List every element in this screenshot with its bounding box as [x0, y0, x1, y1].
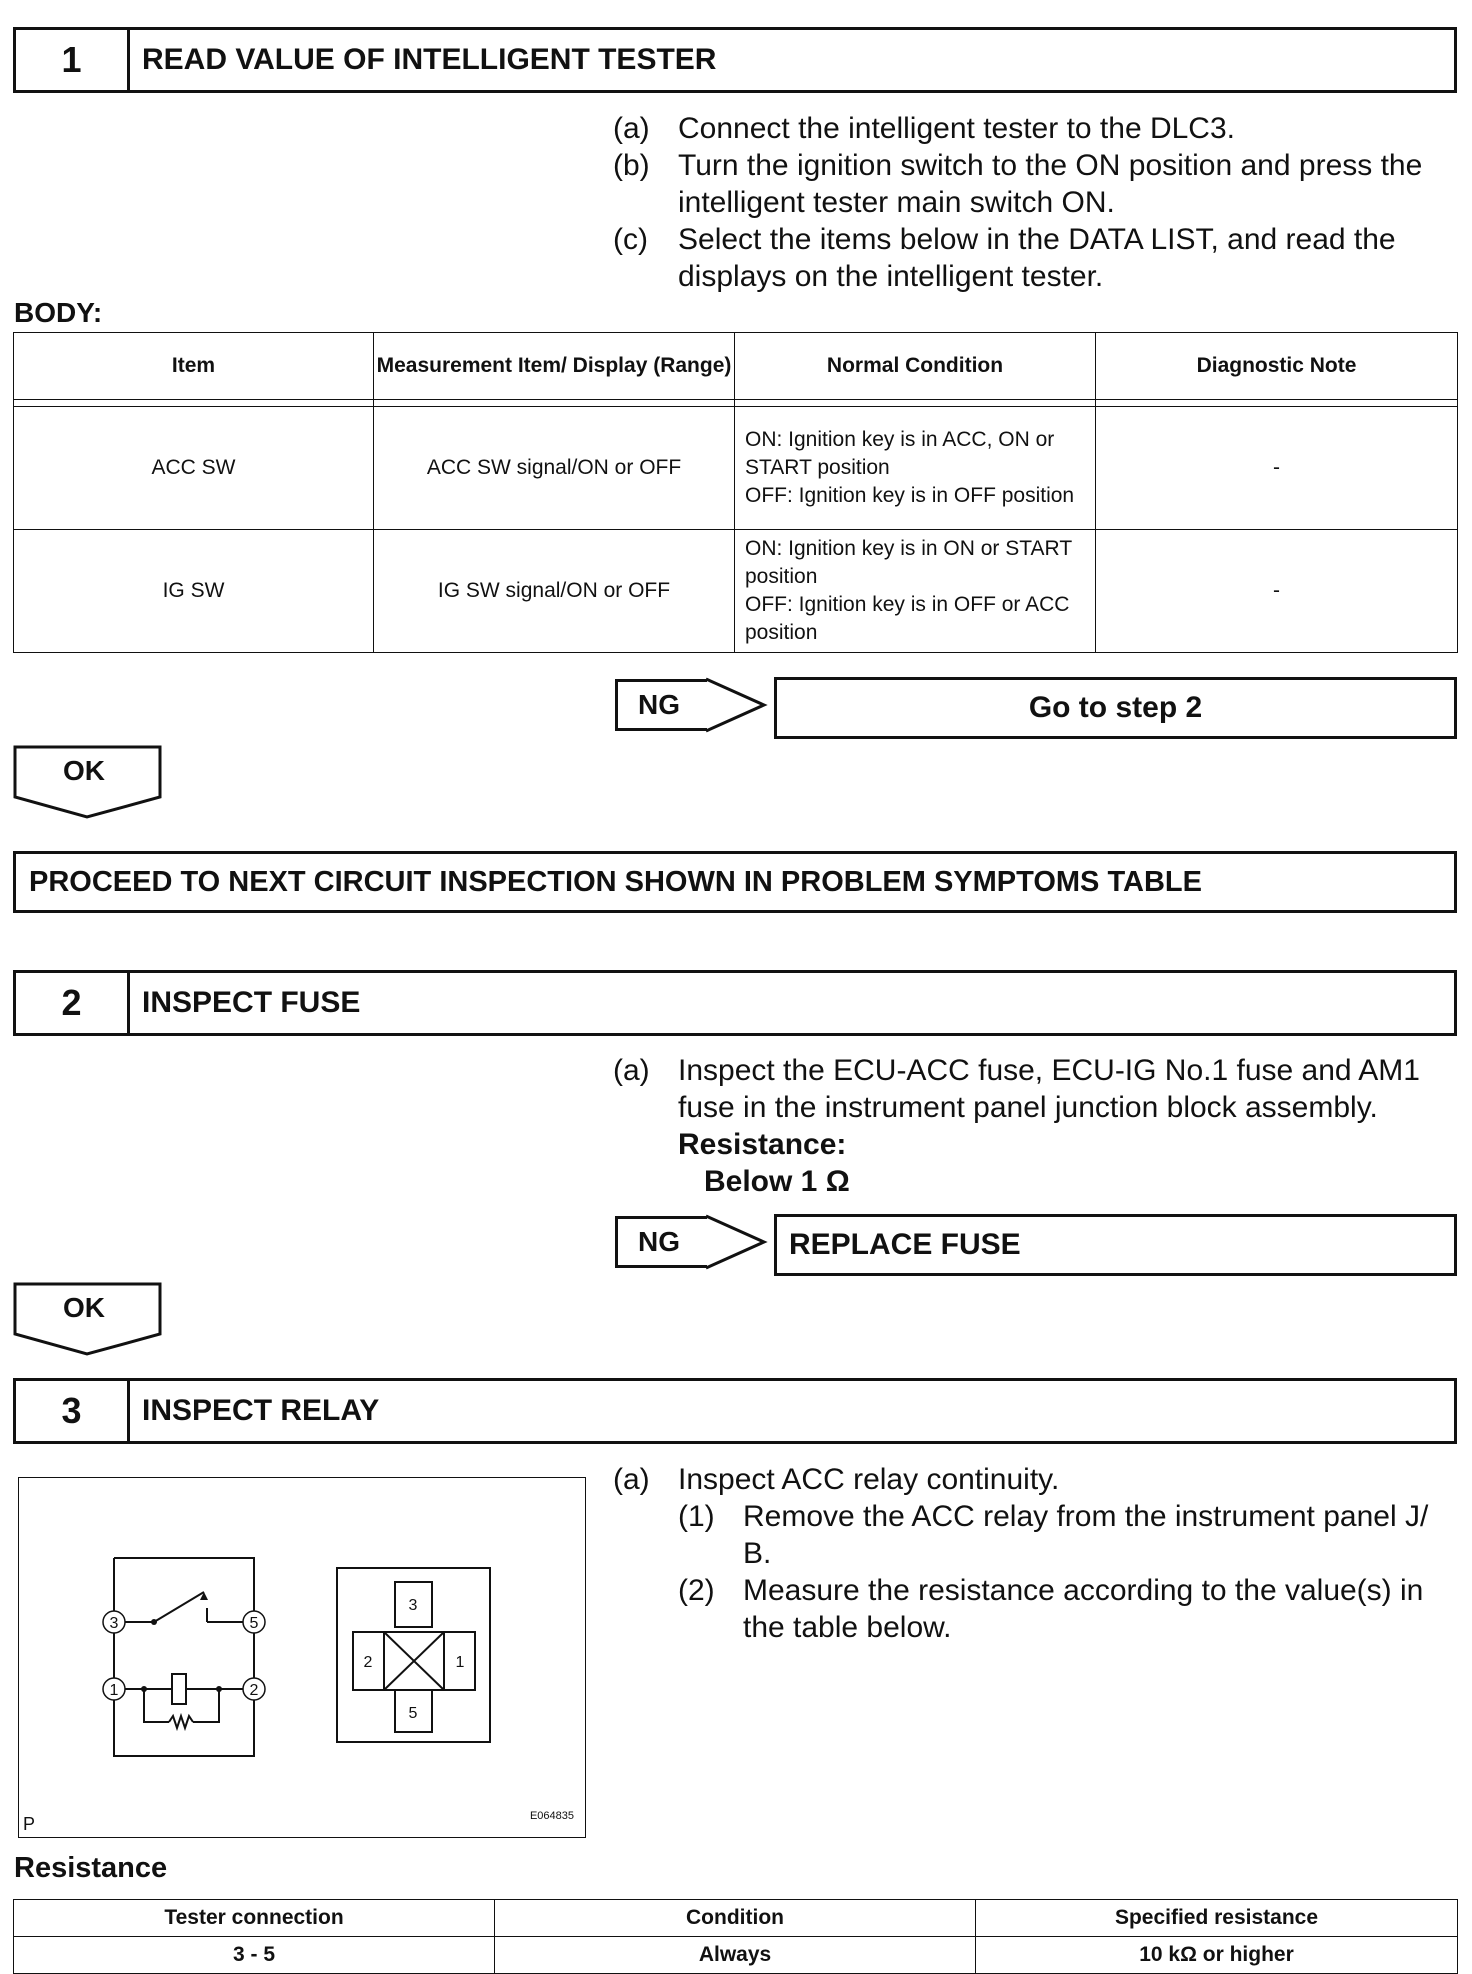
table-cell: ON: Ignition key is in ON or START position OFF: Ignition key is in OFF or ACC position	[735, 530, 1096, 653]
table-caption: BODY:	[14, 297, 103, 328]
table-header: Measurement Item/ Display (Range)	[374, 333, 735, 400]
ng-result-box: REPLACE FUSE	[774, 1214, 1457, 1276]
ng-result-box: Go to step 2	[774, 677, 1457, 739]
instruction-item: (a) Inspect ACC relay continuity.	[613, 1463, 1060, 1496]
table-cell: -	[1096, 530, 1458, 653]
instruction-item: (c) Select the items below in the DATA LIST, and read the displays on the intelligent tester.	[613, 223, 1396, 293]
table-header: Normal Condition	[735, 333, 1096, 400]
step-title: READ VALUE OF INTELLIGENT TESTER	[142, 43, 717, 76]
table-caption: Resistance	[14, 1852, 168, 1884]
instruction-item: (b) Turn the ignition switch to the ON position and press the intelligent tester main switch ON.	[613, 149, 1423, 219]
step-2-instructions	[613, 1052, 1458, 1200]
table-header-row	[14, 333, 1458, 400]
figure-corner-label: P	[23, 1814, 36, 1834]
table-cell: IG SW	[14, 530, 374, 653]
step-1-header	[13, 27, 1457, 93]
sub-instruction-item: (2) Measure the resistance according to the value(s) in the table below.	[678, 1574, 1424, 1644]
spec-label: Resistance:	[678, 1128, 847, 1161]
connector-label: 5	[408, 1705, 418, 1722]
ng-label: NG	[615, 679, 707, 731]
terminal-label: 1	[109, 1682, 119, 1699]
step-3-instructions	[613, 1461, 1458, 1646]
step-title: INSPECT FUSE	[142, 986, 361, 1019]
table-cell: ACC SW	[14, 407, 374, 530]
table-cell: -	[1096, 407, 1458, 530]
resistance-table	[13, 1899, 1458, 1974]
table-row	[14, 407, 1458, 530]
spec-value: Below 1 Ω	[704, 1165, 850, 1198]
connector-label: 3	[408, 1597, 418, 1614]
connector-label: 1	[455, 1654, 465, 1671]
terminal-label: 3	[109, 1615, 119, 1632]
figure-code: E064835	[529, 1810, 574, 1822]
table-header: Item	[14, 333, 374, 400]
table-row	[14, 1937, 1458, 1974]
ng-arrow-icon	[704, 1214, 768, 1270]
step-2-header	[13, 970, 1457, 1036]
table-header: Diagnostic Note	[1096, 333, 1458, 400]
ng-arrow-icon	[704, 677, 768, 733]
terminal-label: 2	[249, 1682, 259, 1699]
data-list-table	[13, 332, 1458, 653]
step-number: 2	[16, 973, 130, 1033]
proceed-box: PROCEED TO NEXT CIRCUIT INSPECTION SHOWN IN PROBLEM SYMPTOMS TABLE	[13, 851, 1457, 913]
step-1-instructions	[613, 110, 1458, 295]
table-cell: 3 - 5	[14, 1937, 495, 1974]
table-header-row	[14, 1900, 1458, 1937]
table-cell: IG SW signal/ON or OFF	[374, 530, 735, 653]
instruction-item: (a) Connect the intelligent tester to the DLC3.	[613, 112, 1235, 145]
table-header: Condition	[495, 1900, 976, 1937]
ng-label: NG	[615, 1216, 707, 1268]
table-header: Specified resistance	[976, 1900, 1458, 1937]
terminal-label: 5	[249, 1615, 259, 1632]
step-title: INSPECT RELAY	[142, 1394, 380, 1427]
table-cell: 10 kΩ or higher	[976, 1937, 1458, 1974]
ok-indicator: OK	[13, 745, 163, 825]
table-header: Tester connection	[14, 1900, 495, 1937]
table-cell: Always	[495, 1937, 976, 1974]
instruction-item: (a) Inspect the ECU-ACC fuse, ECU-IG No.1 fuse and AM1 fuse in the instrument panel junction block assembly.	[613, 1054, 1420, 1124]
table-cell: ON: Ignition key is in ACC, ON or START position OFF: Ignition key is in OFF position	[735, 407, 1096, 530]
step-number: 3	[16, 1381, 130, 1441]
step-3-header	[13, 1378, 1457, 1444]
table-cell: ACC SW signal/ON or OFF	[374, 407, 735, 530]
step-number: 1	[16, 30, 130, 90]
table-row	[14, 530, 1458, 653]
relay-figure	[18, 1477, 586, 1838]
relay-diagram	[19, 1478, 585, 1837]
sub-instruction-item: (1) Remove the ACC relay from the instrument panel J/ B.	[678, 1500, 1429, 1570]
ok-indicator: OK	[13, 1282, 163, 1362]
connector-label: 2	[363, 1654, 373, 1671]
